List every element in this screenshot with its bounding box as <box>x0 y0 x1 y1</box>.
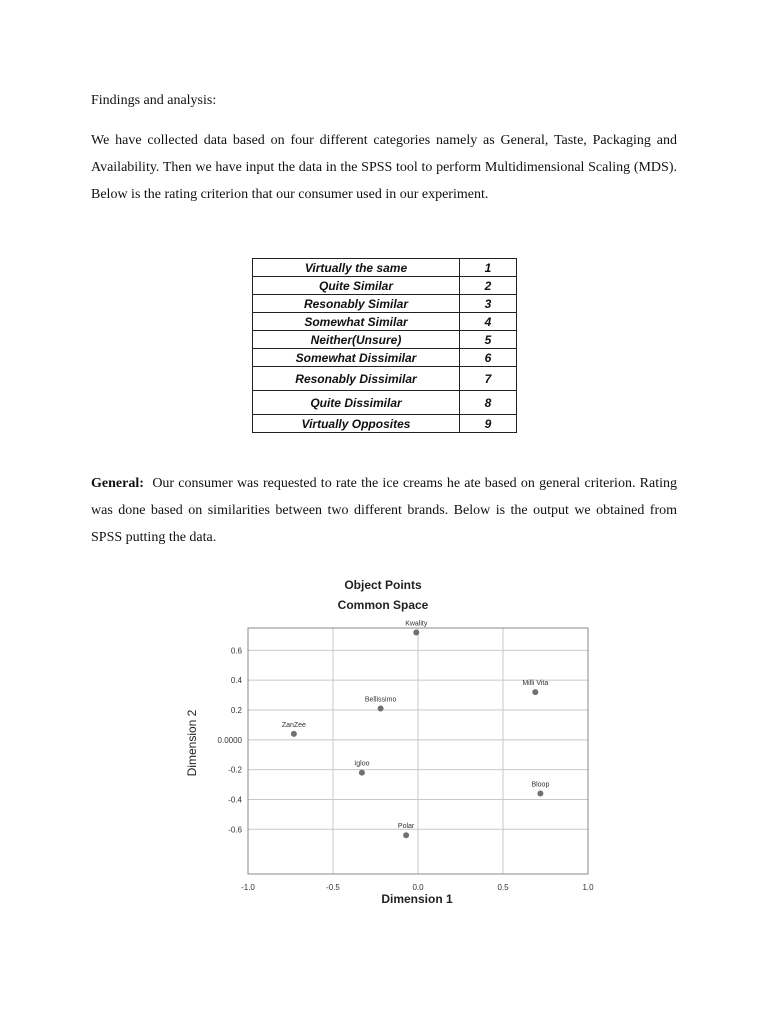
rating-value: 9 <box>460 415 517 433</box>
rating-value: 8 <box>460 391 517 415</box>
section-heading: Findings and analysis: <box>91 93 217 108</box>
mds-scatter-chart <box>180 572 610 912</box>
x-axis-label: Dimension 1 <box>381 892 453 906</box>
chart-title: Object Points <box>344 578 422 592</box>
rating-row <box>253 391 517 415</box>
rating-value: 4 <box>460 313 517 331</box>
x-tick-label: 1.0 <box>582 883 594 892</box>
rating-row <box>253 367 517 391</box>
rating-value: 3 <box>460 295 517 313</box>
data-point <box>403 832 409 838</box>
data-point-label: Bellissimo <box>364 696 397 704</box>
data-point-label: Milli Vita <box>522 680 549 688</box>
rating-label: Somewhat Dissimilar <box>253 349 460 367</box>
general-label: General: <box>91 476 144 491</box>
rating-label: Quite Dissimilar <box>253 391 460 415</box>
data-point-label: Igloo <box>354 760 370 768</box>
chart-points <box>282 620 550 838</box>
rating-row <box>253 277 517 295</box>
rating-label: Virtually the same <box>253 259 460 277</box>
general-paragraph <box>91 470 677 551</box>
rating-criterion-table <box>252 258 517 433</box>
intro-paragraph: We have collected data based on four different categories namely as General, Taste, Packaging and Availability. Then we have input the data in the SPSS tool to perform Multidimensional Scaling (MDS). Below is the rating criterion that our consumer used in our experiment. <box>91 133 677 202</box>
x-tick-label: -0.5 <box>326 883 340 892</box>
data-point-label: Bloop <box>531 781 550 789</box>
data-point <box>532 689 538 695</box>
rating-label: Neither(Unsure) <box>253 331 460 349</box>
data-point <box>378 706 384 712</box>
rating-value: 6 <box>460 349 517 367</box>
rating-label: Quite Similar <box>253 277 460 295</box>
rating-row <box>253 259 517 277</box>
y-axis-label: Dimension 2 <box>185 709 199 777</box>
rating-row <box>253 313 517 331</box>
data-point <box>359 770 365 776</box>
data-point <box>413 629 419 635</box>
y-tick-label: -0.2 <box>228 765 242 775</box>
rating-row <box>253 295 517 313</box>
rating-row <box>253 415 517 433</box>
data-point-label: Polar <box>397 823 415 831</box>
rating-value: 5 <box>460 331 517 349</box>
rating-value: 7 <box>460 367 517 391</box>
rating-row <box>253 349 517 367</box>
y-tick-label: -0.4 <box>228 795 242 805</box>
rating-label: Virtually Opposites <box>253 415 460 433</box>
rating-label: Resonably Similar <box>253 295 460 313</box>
rating-value: 2 <box>460 277 517 295</box>
rating-label: Resonably Dissimilar <box>253 367 460 391</box>
x-tick-label: 0.0 <box>412 883 424 892</box>
data-point <box>291 731 297 737</box>
y-tick-label: 0.0000 <box>217 735 242 745</box>
data-point-label: ZanZee <box>281 721 306 729</box>
y-tick-label: 0.4 <box>230 676 242 686</box>
rating-row <box>253 331 517 349</box>
general-text: Our consumer was requested to rate the ice creams he ate based on general criterion. Rating was done based on similarities between two different brands. Below is the output we obtained from SPSS putting the data. <box>91 476 677 545</box>
x-tick-label: 0.5 <box>497 883 509 892</box>
chart-subtitle: Common Space <box>337 598 429 612</box>
data-point-label: Kwality <box>405 620 428 628</box>
rating-label: Somewhat Similar <box>253 313 460 331</box>
chart-gridlines <box>248 628 588 874</box>
y-tick-label: 0.6 <box>230 646 242 656</box>
y-tick-label: 0.2 <box>230 706 242 715</box>
rating-value: 1 <box>460 259 517 277</box>
data-point <box>537 790 543 796</box>
x-tick-label: -1.0 <box>241 883 255 892</box>
y-tick-label: -0.6 <box>228 825 242 835</box>
